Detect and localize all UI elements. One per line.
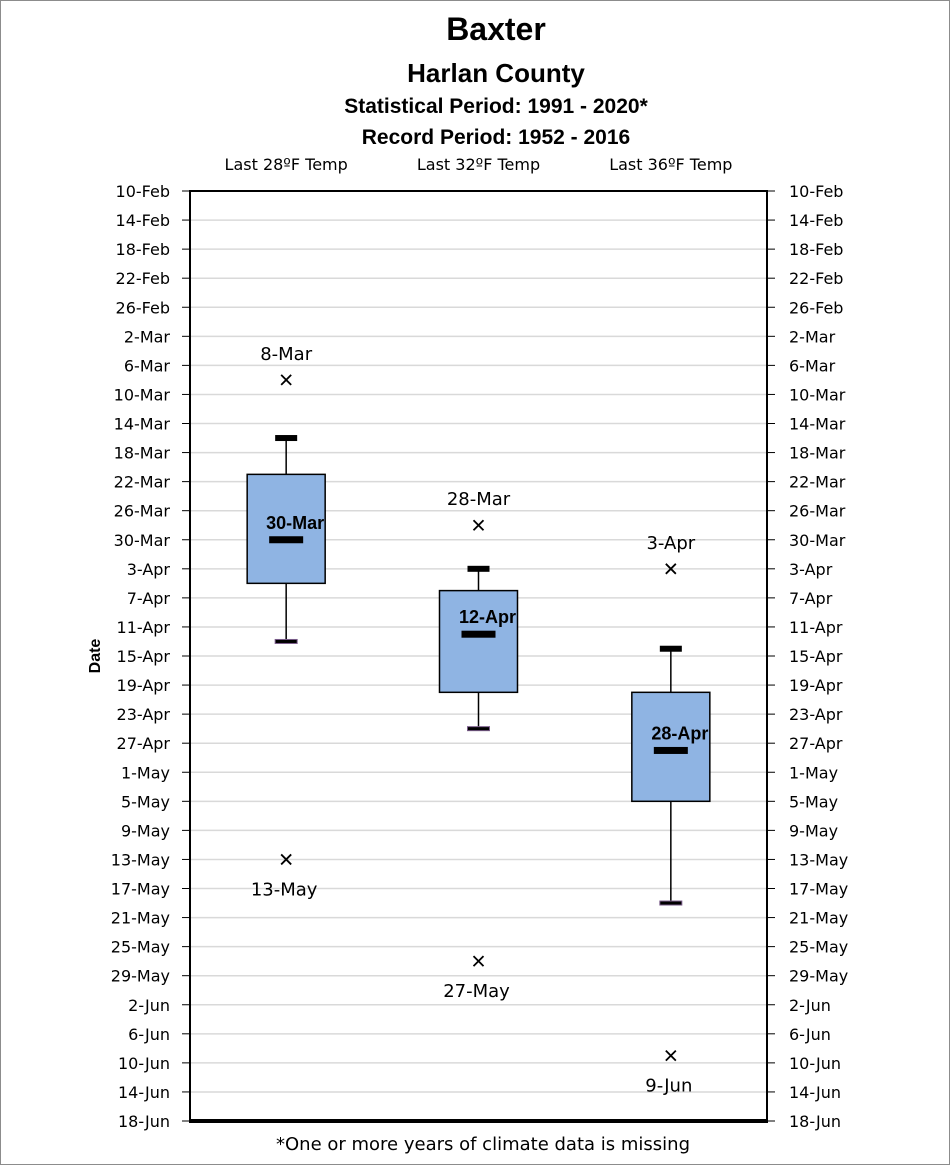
whisker-cap-late <box>660 901 682 905</box>
y-tick-label-left: 17-May <box>110 879 170 899</box>
y-tick-label-right: 2-Jun <box>789 995 831 1015</box>
category-label: Last 28ºF Temp <box>224 155 348 174</box>
y-tick-label-right: 15-Apr <box>789 647 843 666</box>
record-late-label: 13-May <box>250 879 318 901</box>
box-iqr <box>632 692 710 801</box>
record-early-label: 3-Apr <box>646 532 696 554</box>
y-tick-label-right: 14-Jun <box>789 1082 842 1102</box>
y-tick-label-left: 18-Feb <box>115 240 170 260</box>
y-tick-label-right: 25-May <box>789 937 849 957</box>
y-tick-label-left: 29-May <box>110 966 170 986</box>
y-tick-label-right: 9-May <box>789 821 839 841</box>
median-label: 12-Apr <box>458 607 517 628</box>
y-tick-label-right: 3-Apr <box>789 559 833 579</box>
y-tick-label-left: 26-Feb <box>115 298 170 318</box>
statistical-period: Statistical Period: 1991 - 2020* <box>344 95 648 118</box>
y-tick-label-right: 18-Feb <box>789 240 844 260</box>
category-label: Last 36ºF Temp <box>609 155 733 174</box>
y-tick-label-left: 22-Mar <box>113 472 170 492</box>
y-tick-label-right: 18-Jun <box>789 1112 842 1131</box>
chart-title: Baxter <box>446 11 546 47</box>
y-tick-label-left: 23-Apr <box>116 705 170 725</box>
y-tick-label-left: 14-Mar <box>113 414 170 434</box>
record-late-marker <box>666 1051 676 1061</box>
record-early-label: 8-Mar <box>260 343 313 365</box>
y-tick-label-right: 11-Apr <box>789 617 843 637</box>
median-label: 30-Mar <box>266 512 325 533</box>
y-tick-label-left: 18-Jun <box>117 1112 170 1131</box>
y-tick-label-right: 13-May <box>789 850 849 870</box>
whisker-cap-early <box>468 566 490 572</box>
y-tick-label-right: 6-Jun <box>789 1024 831 1044</box>
chart-subtitle: Harlan County <box>407 58 585 88</box>
y-tick-label-right: 17-May <box>789 879 849 899</box>
whisker-cap-late <box>275 639 297 643</box>
y-tick-label-left: 13-May <box>110 850 170 870</box>
box-group <box>247 344 325 901</box>
y-tick-label-right: 14-Mar <box>789 414 846 434</box>
y-tick-label-left: 6-Jun <box>128 1024 170 1044</box>
y-tick-label-right: 1-May <box>789 763 839 783</box>
y-tick-label-left: 2-Mar <box>123 327 170 347</box>
y-tick-label-right: 23-Apr <box>789 705 843 725</box>
y-tick-label-right: 30-Mar <box>789 530 846 550</box>
y-tick-label-left: 21-May <box>110 908 170 928</box>
y-tick-label-right: 10-Feb <box>789 182 844 201</box>
y-tick-label-left: 1-May <box>120 763 170 783</box>
y-tick-label-right: 2-Mar <box>789 327 836 347</box>
whisker-cap-early <box>660 646 682 652</box>
y-tick-label-left: 9-May <box>120 821 170 841</box>
y-tick-label-left: 2-Jun <box>128 995 170 1015</box>
y-tick-label-right: 7-Apr <box>789 588 833 608</box>
y-tick-label-left: 10-Feb <box>115 182 170 201</box>
median-marker <box>269 536 303 543</box>
record-period: Record Period: 1952 - 2016 <box>361 126 631 149</box>
record-late-label: 9-Jun <box>645 1075 693 1097</box>
y-tick-label-left: 7-Apr <box>126 588 170 608</box>
y-axis-label: Date <box>87 638 104 674</box>
y-tick-label-right: 6-Mar <box>789 356 836 376</box>
y-tick-label-right: 22-Mar <box>789 472 846 492</box>
whisker-cap-early <box>275 435 297 441</box>
y-tick-label-right: 22-Feb <box>789 269 844 289</box>
y-tick-label-left: 25-May <box>110 937 170 957</box>
y-tick-label-right: 10-Jun <box>789 1053 842 1073</box>
y-tick-label-left: 26-Mar <box>113 501 170 521</box>
y-tick-label-left: 6-Mar <box>123 356 170 376</box>
y-tick-label-right: 29-May <box>789 966 849 986</box>
y-tick-label-left: 10-Jun <box>117 1053 170 1073</box>
y-tick-label-right: 21-May <box>789 908 849 928</box>
median-marker <box>462 631 496 638</box>
y-tick-label-right: 27-Apr <box>789 734 843 754</box>
y-tick-label-right: 14-Feb <box>789 211 844 231</box>
y-tick-label-left: 14-Feb <box>115 211 170 231</box>
box-iqr <box>440 591 518 693</box>
box-group <box>440 489 518 1002</box>
median-marker <box>654 747 688 754</box>
y-tick-label-left: 19-Apr <box>116 676 170 696</box>
y-tick-label-left: 18-Mar <box>113 443 170 463</box>
y-tick-label-left: 10-Mar <box>113 385 170 405</box>
y-tick-label-left: 5-May <box>120 792 170 812</box>
record-late-marker <box>474 956 484 966</box>
y-tick-label-right: 26-Feb <box>789 298 844 318</box>
footnote: *One or more years of climate data is missing <box>276 1134 690 1155</box>
box-group <box>632 533 710 1097</box>
y-tick-label-right: 19-Apr <box>789 676 843 696</box>
y-tick-label-left: 15-Apr <box>116 647 170 666</box>
y-tick-label-left: 11-Apr <box>116 617 170 637</box>
whisker-cap-late <box>468 727 490 731</box>
y-tick-label-right: 5-May <box>789 792 839 812</box>
record-early-marker <box>474 520 484 530</box>
y-tick-label-left: 14-Jun <box>117 1082 170 1102</box>
y-tick-label-left: 22-Feb <box>115 269 170 289</box>
record-late-label: 27-May <box>443 981 510 1003</box>
y-tick-label-right: 10-Mar <box>789 385 846 405</box>
median-label: 28-Apr <box>651 723 709 744</box>
y-tick-label-left: 27-Apr <box>116 734 170 754</box>
y-tick-label-right: 18-Mar <box>789 443 846 463</box>
category-label: Last 32ºF Temp <box>416 155 541 174</box>
y-tick-label-left: 3-Apr <box>126 559 170 579</box>
y-tick-label-right: 26-Mar <box>789 501 846 521</box>
y-tick-label-left: 30-Mar <box>113 530 170 550</box>
record-early-label: 28-Mar <box>446 489 511 511</box>
record-early-marker <box>281 375 291 385</box>
